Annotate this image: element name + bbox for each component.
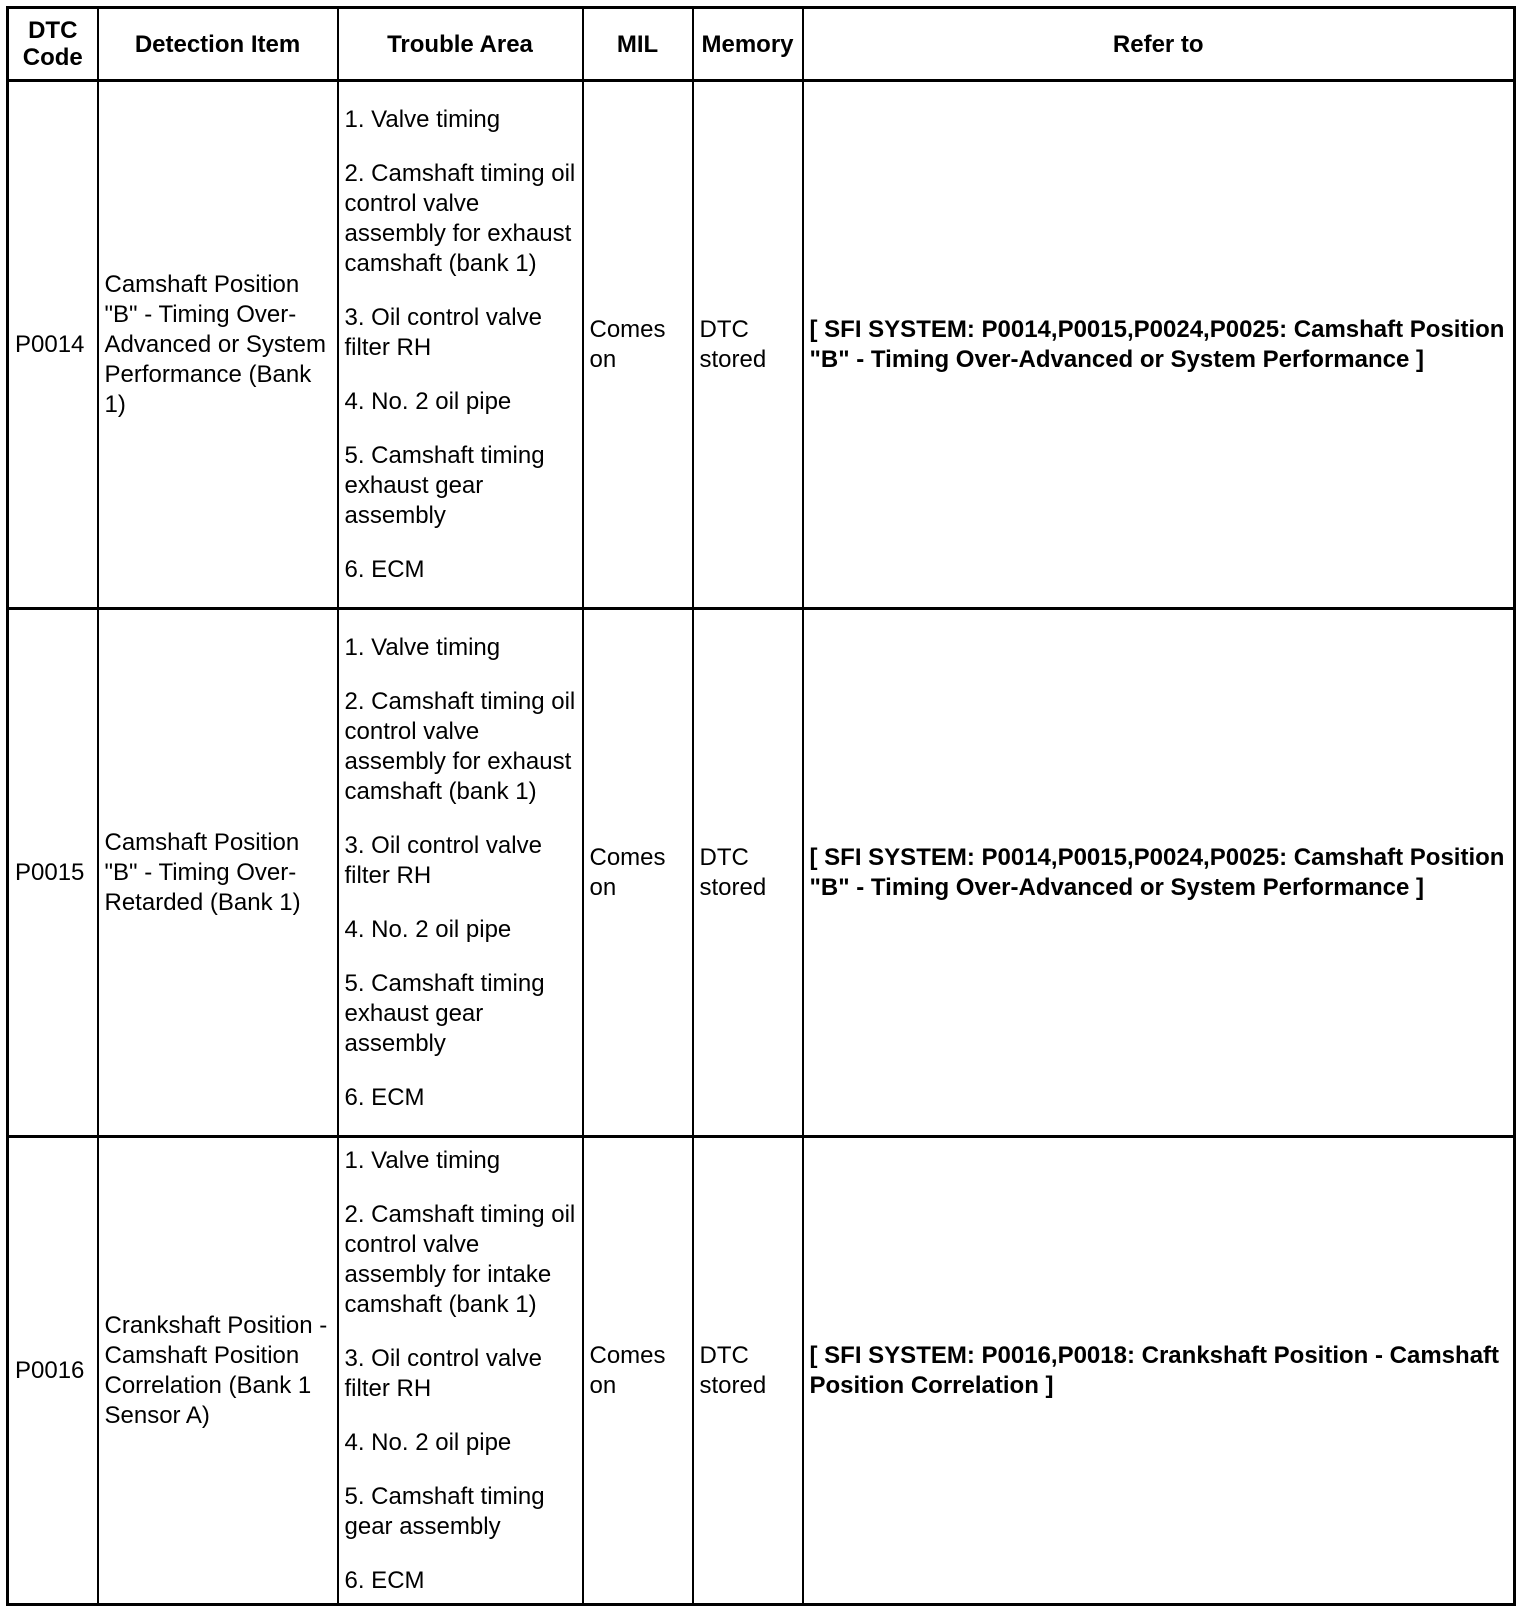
trouble-area-item: 4. No. 2 oil pipe — [344, 387, 512, 415]
trouble-area-item: 1. Valve timing — [344, 105, 501, 133]
memory-cell: DTC stored — [693, 1137, 803, 1605]
trouble-area-item: 2. Camshaft timing oil control valve assembly for exhaust camshaft (bank 1) — [344, 159, 576, 277]
refer-to-link[interactable]: [ SFI SYSTEM: P0016,P0018: Crankshaft Position - Camshaft Position Correlation ] — [803, 1137, 1515, 1605]
dtc-code-cell: P0014 — [8, 81, 98, 609]
mil-cell: Comes on — [583, 81, 693, 609]
trouble-area-item: 2. Camshaft timing oil control valve assembly for exhaust camshaft (bank 1) — [344, 687, 576, 805]
mil-cell: Comes on — [583, 1137, 693, 1605]
header-refer-to: Refer to — [803, 8, 1515, 81]
table-row — [8, 1137, 1515, 1605]
trouble-area-item: 2. Camshaft timing oil control valve assembly for intake camshaft (bank 1) — [344, 1200, 576, 1318]
detection-item-cell: Crankshaft Position - Camshaft Position Correlation (Bank 1 Sensor A) — [98, 1137, 338, 1605]
header-mil: MIL — [583, 8, 693, 81]
dtc-table — [6, 6, 1516, 1606]
trouble-area-cell — [338, 1137, 583, 1605]
header-row — [8, 8, 1515, 81]
trouble-area-item: 1. Valve timing — [344, 633, 501, 661]
trouble-area-item: 1. Valve timing — [344, 1146, 501, 1174]
refer-to-link[interactable]: [ SFI SYSTEM: P0014,P0015,P0024,P0025: Camshaft Position "B" - Timing Over-Advanced or System Performance ] — [803, 609, 1515, 1137]
trouble-area-item: 6. ECM — [344, 1083, 425, 1111]
header-memory: Memory — [693, 8, 803, 81]
trouble-area-cell — [338, 609, 583, 1137]
dtc-code-cell: P0016 — [8, 1137, 98, 1605]
trouble-area-item: 5. Camshaft timing exhaust gear assembly — [344, 441, 545, 529]
trouble-area-item: 5. Camshaft timing gear assembly — [344, 1482, 545, 1540]
trouble-area-item: 3. Oil control valve filter RH — [344, 831, 542, 889]
header-trouble-area: Trouble Area — [338, 8, 583, 81]
mil-cell: Comes on — [583, 609, 693, 1137]
trouble-area-item: 3. Oil control valve filter RH — [344, 303, 542, 361]
table-row — [8, 81, 1515, 609]
memory-cell: DTC stored — [693, 81, 803, 609]
header-dtc-code: DTC Code — [8, 8, 98, 81]
trouble-area-item: 6. ECM — [344, 1566, 425, 1594]
table-row — [8, 609, 1515, 1137]
trouble-area-item: 3. Oil control valve filter RH — [344, 1344, 542, 1402]
trouble-area-item: 4. No. 2 oil pipe — [344, 1428, 512, 1456]
trouble-area-cell — [338, 81, 583, 609]
header-detection-item: Detection Item — [98, 8, 338, 81]
detection-item-cell: Camshaft Position "B" - Timing Over-Retarded (Bank 1) — [98, 609, 338, 1137]
dtc-code-cell: P0015 — [8, 609, 98, 1137]
memory-cell: DTC stored — [693, 609, 803, 1137]
detection-item-cell: Camshaft Position "B" - Timing Over-Advanced or System Performance (Bank 1) — [98, 81, 338, 609]
trouble-area-item: 6. ECM — [344, 555, 425, 583]
refer-to-link[interactable]: [ SFI SYSTEM: P0014,P0015,P0024,P0025: Camshaft Position "B" - Timing Over-Advanced or System Performance ] — [803, 81, 1515, 609]
trouble-area-item: 5. Camshaft timing exhaust gear assembly — [344, 969, 545, 1057]
trouble-area-item: 4. No. 2 oil pipe — [344, 915, 512, 943]
